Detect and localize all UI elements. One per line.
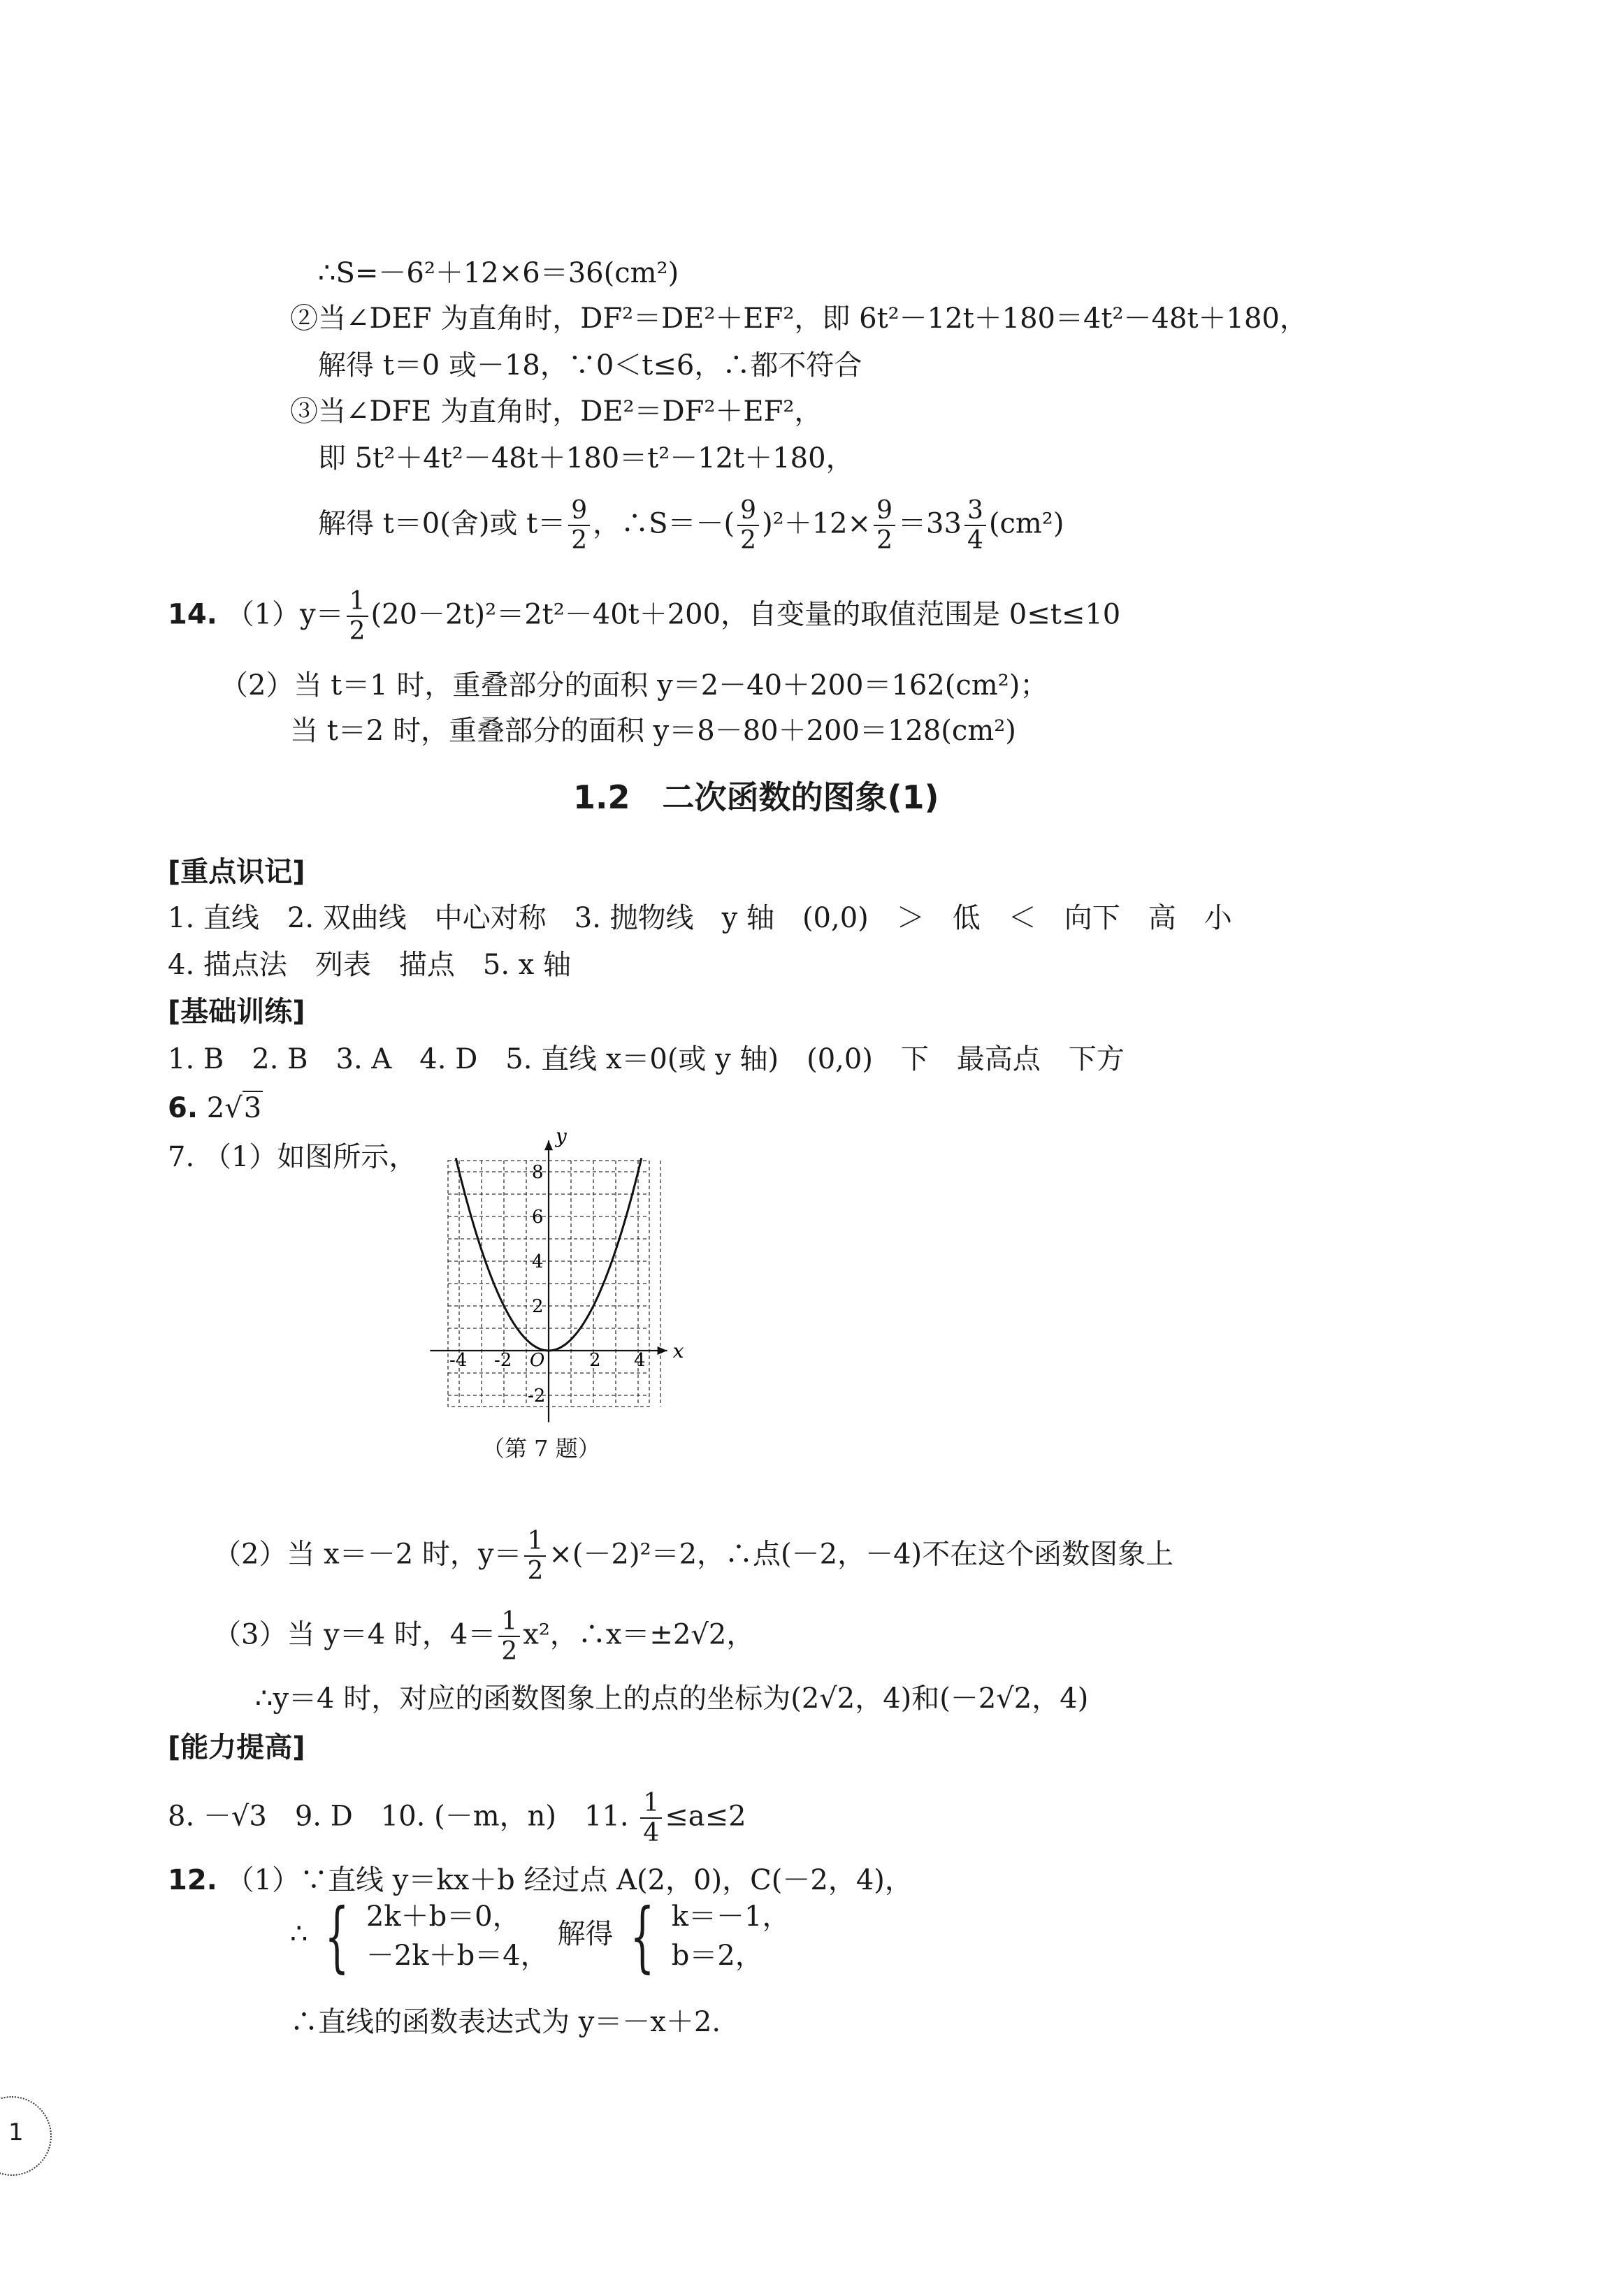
case3-mid1: ，∴S＝－(	[593, 507, 735, 540]
q12-text: （1）∵直线 y＝kx＋b 经过点 A(2，0)，C(－2，4)，	[226, 1864, 913, 1896]
figure-caption: （第 7 题）	[482, 1435, 600, 1462]
system2-eq1: k＝－1，	[671, 1901, 790, 1933]
frac-den: 2	[874, 525, 895, 555]
y-tick-label: 2	[532, 1296, 544, 1317]
system1-eq2: －2k＋b＝4，	[366, 1940, 549, 1972]
q14-part2-line1: （2）当 t＝1 时，重叠部分的面积 y＝2－40＋200＝162(cm²)；	[220, 669, 1048, 702]
q12-system	[290, 1891, 790, 1981]
ability-line1-pre: 8. －√3 9. D 10. (－m，n) 11.	[168, 1800, 629, 1833]
q12-line3: ∴直线的函数表达式为 y＝－x＋2.	[290, 2006, 721, 2038]
frac-num: 1	[527, 1527, 544, 1555]
frac-num: 9	[876, 496, 893, 525]
frac-den: 2	[568, 525, 590, 555]
x-tick-label: 4	[634, 1350, 646, 1371]
system2-eq2: b＝2，	[671, 1940, 763, 1972]
q7-line: 7. （1）如图所示，	[168, 1141, 417, 1173]
q7-part3-line2: ∴y＝4 时，对应的函数图象上的点的坐标为(2√2，4)和(－2√2，4)	[255, 1683, 1089, 1715]
q14-label: 14.	[168, 598, 217, 631]
fraction-9-2-a	[568, 496, 590, 555]
frac-den: 2	[524, 1555, 546, 1585]
y-axis-arrow-icon	[544, 1140, 553, 1150]
left-brace: {	[630, 1891, 655, 1981]
x-tick-label: -4	[449, 1350, 468, 1371]
system1-eq1: 2k＋b＝0，	[366, 1901, 521, 1933]
frac-num: 9	[740, 496, 757, 525]
q12-line1	[168, 1862, 913, 1898]
case3-pre: 解得 t＝0(舍)或 t＝	[318, 507, 566, 540]
basic-line1: 1. B 2. B 3. A 4. D 5. 直线 x＝0(或 y 轴) (0,0) 下 最高点 下方	[168, 1043, 1125, 1075]
q6-radicand: 3	[243, 1092, 262, 1124]
case2-line2: 解得 t＝0 或－18，∵0＜t≤6，∴都不符合	[318, 349, 862, 382]
x-axis-arrow-icon	[658, 1346, 667, 1355]
fraction-1-2	[524, 1527, 546, 1586]
x-tick-label: 2	[589, 1350, 601, 1371]
q7-3-post: x²，∴x＝±2√2，	[523, 1618, 755, 1651]
y-tick-label: 8	[532, 1162, 544, 1183]
x-tick-label: -2	[494, 1350, 512, 1371]
fraction-9-2-c	[874, 496, 895, 555]
y-tick-label: 6	[532, 1207, 544, 1228]
key-memory-heading: [重点识记]	[168, 856, 305, 888]
q14-p1-pre: （1）y＝	[226, 598, 344, 631]
y-tick-label: -2	[528, 1386, 546, 1407]
x-axis-label: x	[672, 1339, 684, 1363]
s-calc-line: ∴S=－6²＋12×6＝36(cm²)	[318, 257, 679, 289]
ability-heading: [能力提高]	[168, 1731, 305, 1764]
q6-answer: 6. 2√3	[168, 1092, 262, 1124]
frac-num: 9	[571, 496, 588, 525]
q7-2-pre: （2）当 x＝－2 时，y＝	[213, 1538, 522, 1571]
case3-mid2: )²＋12×	[762, 507, 872, 540]
case3-post: (cm²)	[988, 507, 1064, 540]
q12-therefore: ∴	[290, 1918, 308, 1950]
fraction-1-2	[498, 1607, 520, 1666]
fraction-3-4	[964, 496, 986, 555]
q14-part2-line2: 当 t＝2 时，重叠部分的面积 y＝8－80＋200＝128(cm²)	[290, 715, 1016, 747]
case3-line2: 即 5t²＋4t²－48t＋180＝t²－12t＋180，	[318, 442, 854, 474]
y-tick-label: 4	[532, 1251, 544, 1272]
section-title: 1.2 二次函数的图象(1)	[573, 778, 939, 816]
frac-num: 1	[643, 1789, 660, 1817]
frac-den: 2	[347, 616, 368, 646]
q11-post: ≤a≤2	[665, 1800, 746, 1833]
q6-label: 6.	[168, 1092, 198, 1124]
case2-line1: ②当∠DEF 为直角时，DF²＝DE²＋EF²，即 6t²－12t＋180＝4t²－48t＋180，	[290, 303, 1308, 335]
case3-line1: ③当∠DFE 为直角时，DE²＝DF²＋EF²，	[290, 395, 823, 428]
fraction-1-4	[640, 1789, 662, 1848]
parabola-graph	[391, 1118, 692, 1425]
key-memory-line2: 4. 描点法 列表 描点 5. x 轴	[168, 949, 572, 981]
frac-den: 2	[737, 525, 759, 555]
q7-part3	[213, 1607, 754, 1666]
frac-den: 2	[498, 1636, 520, 1666]
frac-den: 4	[640, 1817, 662, 1847]
frac-num: 3	[967, 496, 983, 525]
q12-label: 12.	[168, 1864, 217, 1896]
fraction-9-2-b	[737, 496, 759, 555]
ability-line1	[168, 1789, 746, 1848]
frac-num: 1	[501, 1607, 518, 1636]
key-memory-line1: 1. 直线 2. 双曲线 中心对称 3. 抛物线 y 轴 (0,0) ＞ 低 ＜ 向下 高 小	[168, 902, 1232, 934]
q14-part1	[168, 587, 1120, 646]
origin-label: O	[530, 1350, 545, 1371]
equation-system-2	[672, 1897, 790, 1975]
case3-line3	[318, 496, 1064, 555]
q12-solve: 解得	[557, 1918, 614, 1950]
frac-den: 4	[964, 525, 986, 555]
left-brace: {	[324, 1891, 349, 1981]
frac-num: 1	[349, 587, 366, 616]
q7-part2	[213, 1527, 1173, 1586]
case3-mid3: ＝33	[898, 507, 962, 540]
q6-coef: 2	[206, 1092, 225, 1124]
fraction-1-2	[347, 587, 368, 646]
q14-p1-post: (20－2t)²＝2t²－40t＋200，自变量的取值范围是 0≤t≤10	[370, 598, 1121, 631]
page-number: 1	[8, 2119, 24, 2146]
y-axis-label: y	[556, 1124, 567, 1148]
equation-system-1	[366, 1897, 549, 1975]
q7-3-pre: （3）当 y＝4 时，4＝	[213, 1618, 496, 1651]
q7-2-post: ×(－2)²＝2，∴点(－2，－4)不在这个函数图象上	[549, 1538, 1174, 1571]
basic-heading: [基础训练]	[168, 996, 305, 1028]
